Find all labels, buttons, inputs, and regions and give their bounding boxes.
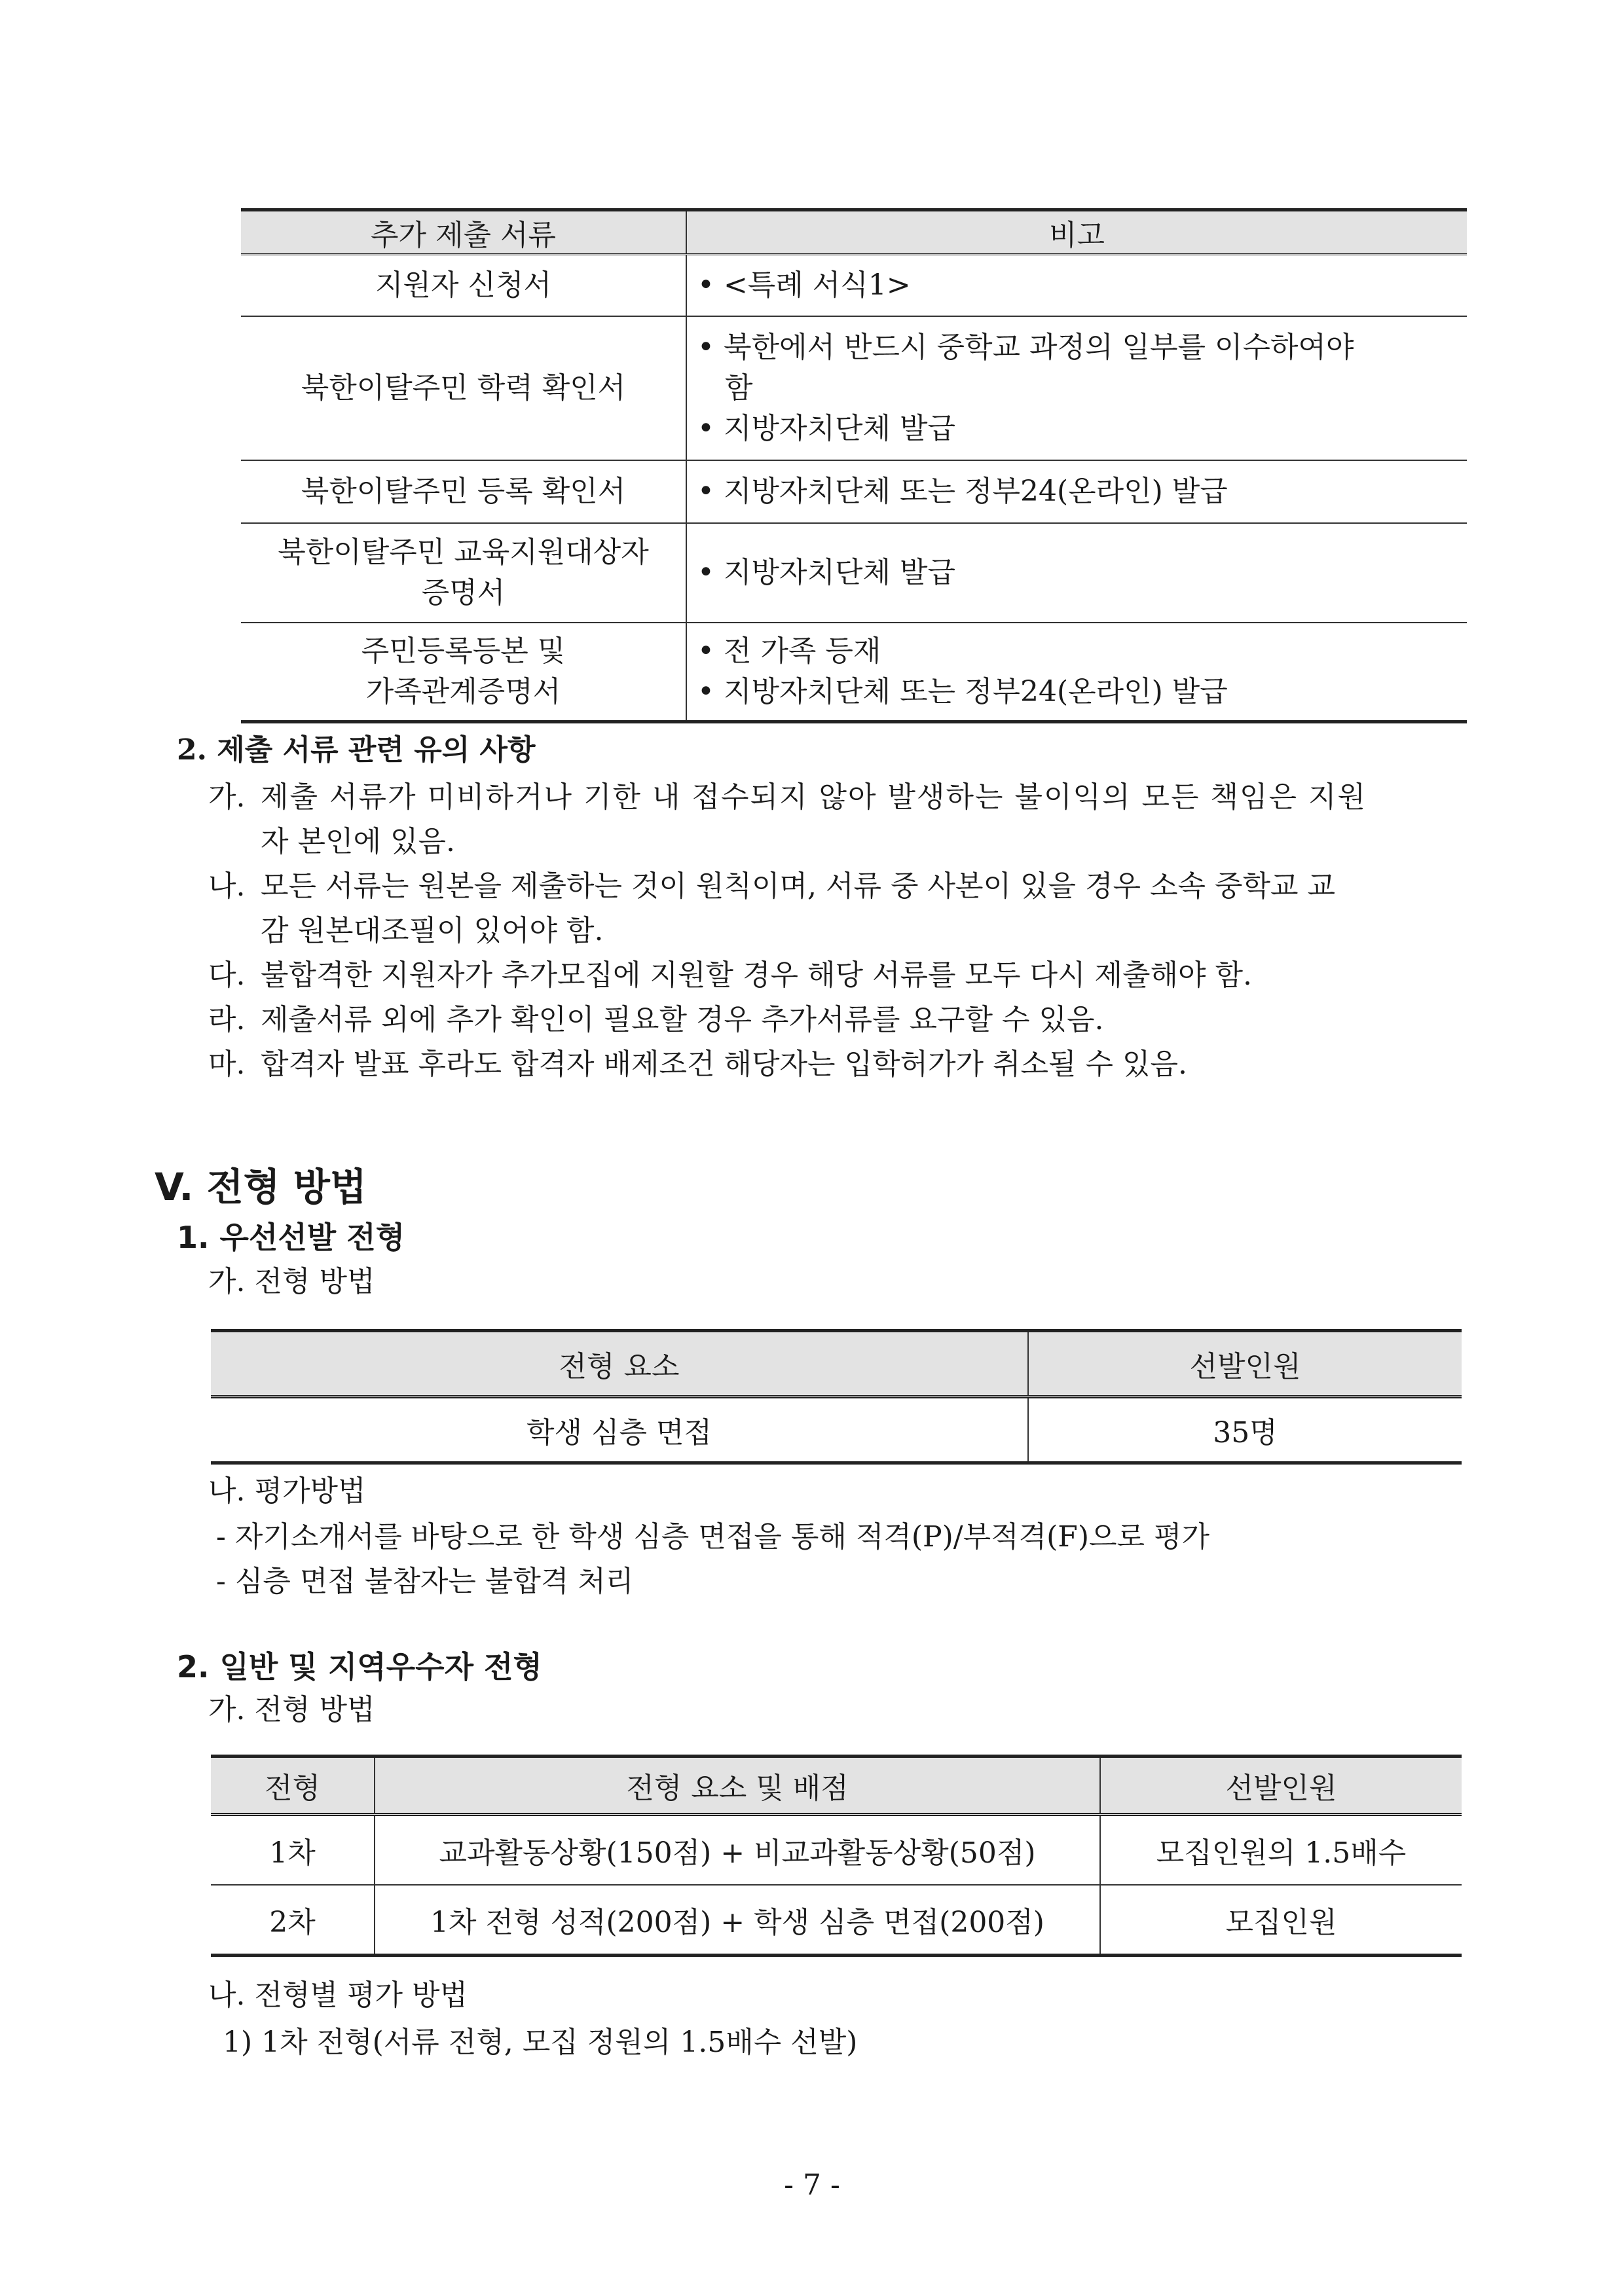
table-header-cell: 전형 요소 xyxy=(211,1331,1028,1397)
eval-label: 나. 전형별 평가 방법 xyxy=(208,1978,468,2012)
priority-selection-table xyxy=(211,1329,1462,1465)
notice-item-label: 가. xyxy=(208,780,246,814)
table-row xyxy=(241,316,1467,460)
table-cell: 교과활동상황(150점) + 비교과활동상황(50점) xyxy=(375,1815,1100,1886)
eval-item: - 심층 면접 불참자는 불합격 처리 xyxy=(216,1565,634,1598)
table-cell: 1차 xyxy=(211,1815,375,1886)
table-row xyxy=(241,460,1467,523)
cell-text: 지원자 신청서 xyxy=(375,268,551,302)
document-name-cell xyxy=(241,523,686,623)
cell-text: • <특례 서식1> xyxy=(697,268,911,302)
document-note-cell xyxy=(686,255,1467,316)
notice-item-label: 다. xyxy=(208,958,246,992)
table-row xyxy=(211,1397,1462,1463)
table-header-cell: 선발인원 xyxy=(1028,1331,1462,1397)
document-note-cell xyxy=(686,460,1467,523)
table-cell: 모집인원의 1.5배수 xyxy=(1100,1815,1462,1886)
table-row xyxy=(241,255,1467,316)
cell-text: • 지방자치단체 발급 xyxy=(697,555,955,589)
notice-heading: 2. 제출 서류 관련 유의 사항 xyxy=(177,733,536,767)
document-note-cell xyxy=(686,623,1467,722)
subsection-label: 가. 전형 방법 xyxy=(208,1265,375,1298)
notice-item-text: 불합격한 지원자가 추가모집에 지원할 경우 해당 서류를 모두 다시 제출해야 함. xyxy=(261,958,1252,992)
table-header-cell: 선발인원 xyxy=(1100,1757,1462,1815)
notice-item-label: 마. xyxy=(208,1048,246,1081)
subsection-title: 1. 우선선발 전형 xyxy=(177,1220,405,1255)
document-note-cell xyxy=(686,316,1467,460)
table-row xyxy=(211,1885,1462,1956)
eval-item: - 자기소개서를 바탕으로 한 학생 심층 면접을 통해 적격(P)/부적격(F)으로 평가 xyxy=(216,1520,1209,1554)
table-header-cell: 전형 xyxy=(211,1757,375,1815)
cell-text: • 지방자치단체 또는 정부24(온라인) 발급 xyxy=(697,674,1228,708)
notice-item-text: 제출서류 외에 추가 확인이 필요할 경우 추가서류를 요구할 수 있음. xyxy=(261,1003,1104,1036)
table-cell: 1차 전형 성적(200점) + 학생 심층 면접(200점) xyxy=(375,1885,1100,1956)
notice-item-text: 합격자 발표 후라도 합격자 배제조건 해당자는 입학허가가 취소될 수 있음. xyxy=(261,1048,1187,1081)
notice-item-text: 자 본인에 있음. xyxy=(261,825,455,858)
table-row xyxy=(241,523,1467,623)
document-name-cell xyxy=(241,460,686,523)
subsection-label: 가. 전형 방법 xyxy=(208,1693,375,1726)
cell-text: 북한이탈주민 학력 확인서 xyxy=(301,371,626,405)
table-row xyxy=(211,1815,1462,1886)
document-name-cell xyxy=(241,316,686,460)
table-header-cell: 전형 요소 및 배점 xyxy=(375,1757,1100,1815)
notice-item-label: 라. xyxy=(208,1003,246,1036)
eval-item: 1) 1차 전형(서류 전형, 모집 정원의 1.5배수 선발) xyxy=(223,2026,858,2059)
table-cell: 2차 xyxy=(211,1885,375,1956)
cell-text: 북한이탈주민 등록 확인서 xyxy=(301,474,626,508)
table-header-row xyxy=(241,210,1467,255)
document-name-cell xyxy=(241,255,686,316)
cell-text: • 북한에서 반드시 중학교 과정의 일부를 이수하여야 xyxy=(697,330,1354,364)
general-selection-table xyxy=(211,1755,1462,1957)
table-header-cell: 추가 제출 서류 xyxy=(241,210,686,255)
subsection-title: 2. 일반 및 지역우수자 전형 xyxy=(177,1649,542,1685)
table-header-cell: 비고 xyxy=(686,210,1467,255)
document-name-cell xyxy=(241,623,686,722)
cell-text: • 전 가족 등재 xyxy=(697,634,881,668)
cell-text: 함 xyxy=(697,371,753,405)
table-header-row xyxy=(211,1757,1462,1815)
document-note-cell xyxy=(686,523,1467,623)
notice-item-text: 제출 서류가 미비하거나 기한 내 접수되지 않아 발생하는 불이익의 모든 책임은 지원 xyxy=(261,780,1367,814)
page-number: - 7 - xyxy=(784,2168,840,2202)
notice-item-text: 모든 서류는 원본을 제출하는 것이 원칙이며, 서류 중 사본이 있을 경우 소속 중학교 교 xyxy=(261,869,1335,903)
cell-text: 증명서 xyxy=(421,575,506,610)
cell-text: 가족관계증명서 xyxy=(365,674,561,708)
cell-text: 주민등록등본 및 xyxy=(361,634,566,668)
table-cell: 학생 심층 면접 xyxy=(211,1397,1028,1463)
table-cell: 35명 xyxy=(1028,1397,1462,1463)
eval-label: 나. 평가방법 xyxy=(208,1474,366,1508)
table-header-row xyxy=(211,1331,1462,1397)
notice-item-text: 감 원본대조필이 있어야 함. xyxy=(261,914,604,947)
notice-item-label: 나. xyxy=(208,869,246,903)
table-row xyxy=(241,623,1467,722)
cell-text: • 지방자치단체 발급 xyxy=(697,411,955,445)
table-cell: 모집인원 xyxy=(1100,1885,1462,1956)
section-title: V. 전형 방법 xyxy=(155,1165,367,1209)
cell-text: • 지방자치단체 또는 정부24(온라인) 발급 xyxy=(697,474,1228,508)
additional-documents-table xyxy=(241,208,1467,723)
cell-text: 북한이탈주민 교육지원대상자 xyxy=(278,535,649,569)
